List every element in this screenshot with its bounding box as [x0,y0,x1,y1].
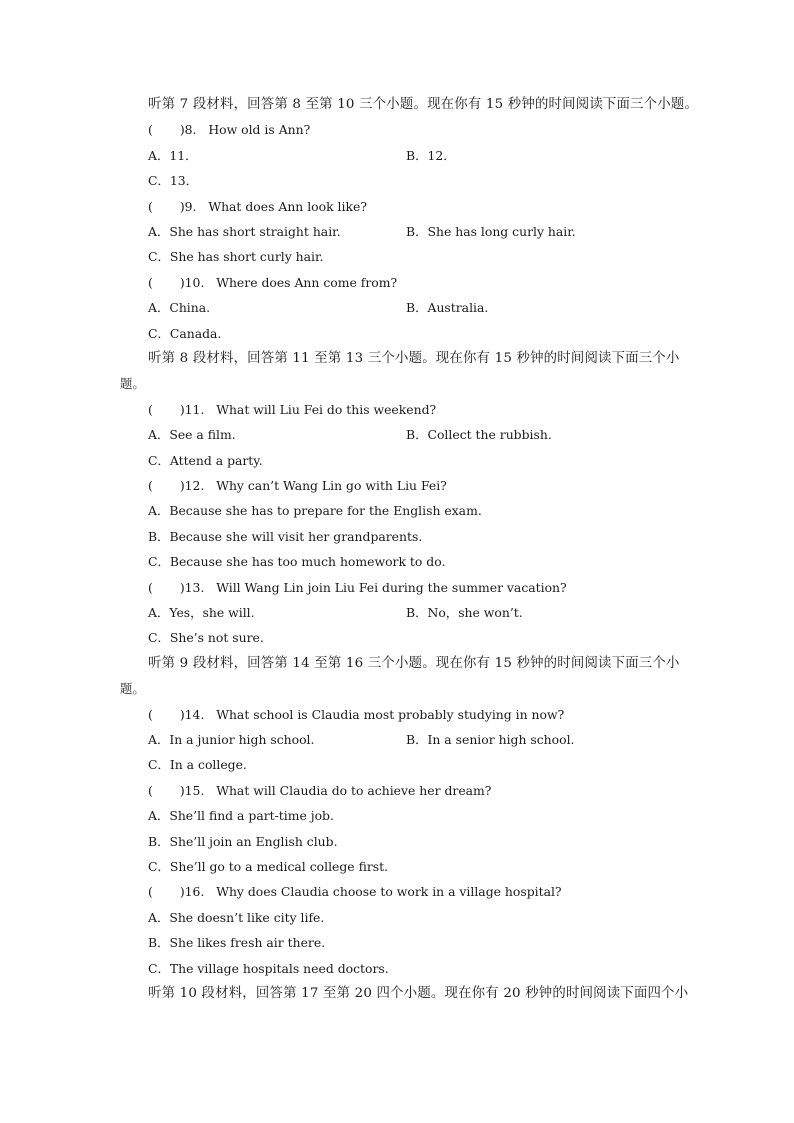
option-line: C．She’s not sure. [148,630,264,646]
option-b: B．She has long curly hair. [406,224,576,239]
question-number: )14. [179,706,205,722]
question-text: What school is Claudia most probably studying in now? [216,706,565,722]
answer-blank: ( [148,884,153,900]
answer-blank: ( [148,198,153,214]
option-a: A．In a junior high school. [148,732,315,747]
option-line: C．In a college. [148,757,247,773]
option-line: C．Because she has too much homework to do. [148,554,446,570]
option-line: A．Because she has to prepare for the English exam. [148,503,482,519]
option-line: B．Because she will visit her grandparents. [148,528,423,544]
question-number: )10. [179,274,205,290]
option-line: A．She doesn’t like city life. [148,909,325,925]
option-b: B．No，she won’t. [406,605,523,620]
option-a: A．Yes，she will. [148,605,255,620]
option-line: C．She’ll go to a medical college first. [148,859,389,874]
answer-blank: ( [148,706,153,722]
question-number: )16. [179,884,205,900]
option-a: A．She has short straight hair. [148,224,341,239]
option-row [148,600,676,625]
answer-blank: ( [148,274,153,290]
question-number: )8. [179,122,197,138]
option-b: B．12． [406,147,456,163]
question-line [148,397,676,422]
option-line: C．13． [148,173,199,189]
question-line [148,194,676,219]
question-number: )15. [179,782,205,798]
option-line: A．She’ll find a part-time job. [148,808,334,824]
question-number: )12. [179,478,205,493]
option-row [148,422,676,447]
option-line: C．She has short curly hair. [148,249,324,265]
question-text: Will Wang Lin join Liu Fei during the summer vacation? [216,579,567,595]
option-line: B．She’ll join an English club. [148,833,338,849]
question-line [148,473,676,498]
section-instruction: 听第 8 段材料，回答第 11 至第 13 三个小题。现在你有 15 秒钟的时间阅读下面三个小 [148,351,680,366]
option-line: C．Attend a party. [148,452,263,468]
section-instruction: 听第 10 段材料，回答第 17 至第 20 四个小题。现在你有 20 秒钟的时间阅读下面四个小 [148,986,689,1001]
question-text: Why can’t Wang Lin go with Liu Fei? [216,478,447,493]
question-text: How old is Ann? [208,122,311,138]
question-line [148,270,676,295]
section-instruction: 听第 9 段材料，回答第 14 至第 16 三个小题。现在你有 15 秒钟的时间阅读下面三个小 [148,655,680,671]
option-line: C．Canada. [148,325,222,341]
question-number: )9. [179,198,197,214]
option-row [148,143,676,168]
question-line [148,117,676,142]
answer-blank: ( [148,782,153,798]
question-text: Why does Claudia choose to work in a village hospital? [216,884,562,900]
instruction-continuation: 题。 [120,681,145,697]
question-number: )11. [179,401,205,417]
answer-blank: ( [148,478,153,493]
option-b: B．Australia. [406,300,489,316]
question-line [148,778,676,803]
question-line [148,702,676,727]
option-a: A．See a film. [148,427,236,443]
option-a: A．11． [148,147,198,163]
question-text: What will Liu Fei do this weekend? [216,401,437,417]
option-line: C．The village hospitals need doctors. [148,960,389,976]
answer-blank: ( [148,579,153,595]
option-b: B．Collect the rubbish. [406,427,552,443]
question-text: What does Ann look like? [208,198,367,214]
question-line [148,879,676,904]
option-b: B．In a senior high school. [406,732,575,747]
question-line [148,575,676,600]
option-row [148,727,676,752]
option-row [148,219,676,244]
answer-blank: ( [148,401,153,417]
question-text: Where does Ann come from? [216,274,398,290]
answer-blank: ( [148,122,153,138]
question-number: )13. [179,579,205,595]
instruction-continuation: 题。 [120,376,145,392]
option-line: B．She likes fresh air there. [148,935,326,951]
option-row [148,295,676,320]
option-a: A．China. [148,300,211,316]
section-instruction: 听第 7 段材料，回答第 8 至第 10 三个小题。现在你有 15 秒钟的时间阅读下面三个小题。 [148,97,699,112]
question-text: What will Claudia do to achieve her dream? [216,782,492,798]
